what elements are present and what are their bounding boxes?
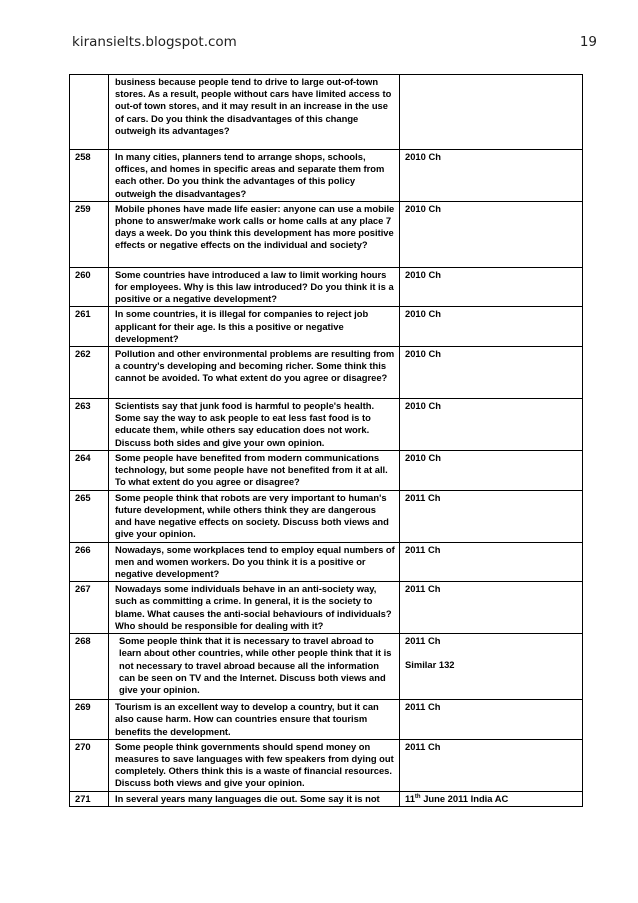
row-number: 261 xyxy=(70,307,109,347)
question-text: In many cities, planners tend to arrange shops, schools, offices, and homes in specific areas and separate them from each other. Do you think the advantages of this policy outweigh the disadvantages? xyxy=(109,150,400,202)
source-day: 11 xyxy=(405,792,415,804)
row-number: 270 xyxy=(70,739,109,791)
row-number: 264 xyxy=(70,451,109,491)
source-cell: 2010 Ch xyxy=(400,307,583,347)
source-cell: 2011 Ch xyxy=(400,582,583,634)
table-row xyxy=(70,490,583,542)
source-cell: 2010 Ch xyxy=(400,201,583,267)
page-header xyxy=(72,34,597,54)
table-row xyxy=(70,307,583,347)
row-number: 265 xyxy=(70,490,109,542)
source-cell: 2010 Ch xyxy=(400,451,583,491)
question-text: business because people tend to drive to large out-of-town stores. As a result, people without cars have limited access to out-of town stores, and it may result in an increase in the use of cars. Do you think the disadvantages of this change outweigh its advantages? xyxy=(109,75,400,150)
table-row xyxy=(70,634,583,700)
question-text: In several years many languages die out. Some say it is not xyxy=(109,791,400,806)
table-row xyxy=(70,201,583,267)
table-row xyxy=(70,267,583,307)
row-number: 267 xyxy=(70,582,109,634)
source-cell xyxy=(400,634,583,700)
question-text: Scientists say that junk food is harmful to people's health. Some say the way to ask people to eat less fast food is to educate them, while others say education does not work. Discuss both sides and give your own opinion. xyxy=(109,399,400,451)
source-cell: 2011 Ch xyxy=(400,700,583,740)
table-row xyxy=(70,739,583,791)
table-row xyxy=(70,150,583,202)
question-text: Some people think that robots are very important to human's future development, while others think they are dangerous and have negative effects on society. Discuss both views and give your opinion. xyxy=(109,490,400,542)
question-text: Some people have benefited from modern communications technology, but some people have not benefited from it at all. To what extent do you agree or disagree? xyxy=(109,451,400,491)
question-text: Tourism is an excellent way to develop a country, but it can also cause harm. How can countries ensure that tourism benefits the development. xyxy=(109,700,400,740)
source-cell: 2010 Ch xyxy=(400,267,583,307)
source-cell: 2011 Ch xyxy=(400,542,583,582)
similar-note: Similar 132 xyxy=(405,659,455,671)
source-cell: 2011 Ch xyxy=(400,490,583,542)
source-day-suffix: th xyxy=(414,793,421,800)
question-text: Some people think that it is necessary to travel abroad to learn about other countries, while other people think that it is not necessary to travel abroad because all the information can be seen on TV and the Internet. Discuss both views and give your opinion. xyxy=(109,634,400,700)
source-cell: 2010 Ch xyxy=(400,150,583,202)
table-row xyxy=(70,451,583,491)
row-number: 266 xyxy=(70,542,109,582)
page-number: 19 xyxy=(579,34,597,50)
source-cell: 2011 Ch xyxy=(400,739,583,791)
questions-table xyxy=(69,74,583,807)
question-text: Some countries have introduced a law to limit working hours for employees. Why is this law introduced? Do you think it is a positive or a negative development? xyxy=(109,267,400,307)
row-number: 258 xyxy=(70,150,109,202)
table-row xyxy=(70,347,583,399)
row-number: 268 xyxy=(70,634,109,700)
table-row xyxy=(70,582,583,634)
table-row xyxy=(70,700,583,740)
source-cell: 2010 Ch xyxy=(400,347,583,399)
row-number: 260 xyxy=(70,267,109,307)
source-cell: 2010 Ch xyxy=(400,399,583,451)
row-number xyxy=(70,75,109,150)
table-row xyxy=(70,542,583,582)
question-text: Nowadays some individuals behave in an anti-society way, such as committing a crime. In general, it is the society to blame. What causes the anti-social behaviours of individuals? Who should be responsible for dealing with it? xyxy=(109,582,400,634)
blog-url: kiransielts.blogspot.com xyxy=(72,34,237,50)
row-number: 269 xyxy=(70,700,109,740)
source-label: 2011 Ch xyxy=(405,635,441,647)
question-text: Mobile phones have made life easier: anyone can use a mobile phone to answer/make work calls or home calls at any place 7 days a week. Do you think this development has more positive effects or negative effects on the individual and society? xyxy=(109,201,400,267)
row-number: 262 xyxy=(70,347,109,399)
table-row xyxy=(70,399,583,451)
row-number: 259 xyxy=(70,201,109,267)
question-text: In some countries, it is illegal for companies to reject job applicant for their age. Is this a positive or negative development? xyxy=(109,307,400,347)
row-number: 271 xyxy=(70,791,109,806)
table-row xyxy=(70,791,583,806)
source-cell xyxy=(400,75,583,150)
source-rest: June 2011 India AC xyxy=(420,792,509,804)
question-text: Pollution and other environmental problems are resulting from a country's developing and becoming richer. Some think this cannot be avoided. To what extent do you agree or disagree? xyxy=(109,347,400,399)
question-text: Some people think governments should spend money on measures to save languages with few speakers from dying out completely. Others think this is a waste of financial resources. Discuss both views and give your opinion. xyxy=(109,739,400,791)
table-row xyxy=(70,75,583,150)
row-number: 263 xyxy=(70,399,109,451)
source-cell xyxy=(400,791,583,806)
question-text: Nowadays, some workplaces tend to employ equal numbers of men and women workers. Do you think it is a positive or negative development? xyxy=(109,542,400,582)
